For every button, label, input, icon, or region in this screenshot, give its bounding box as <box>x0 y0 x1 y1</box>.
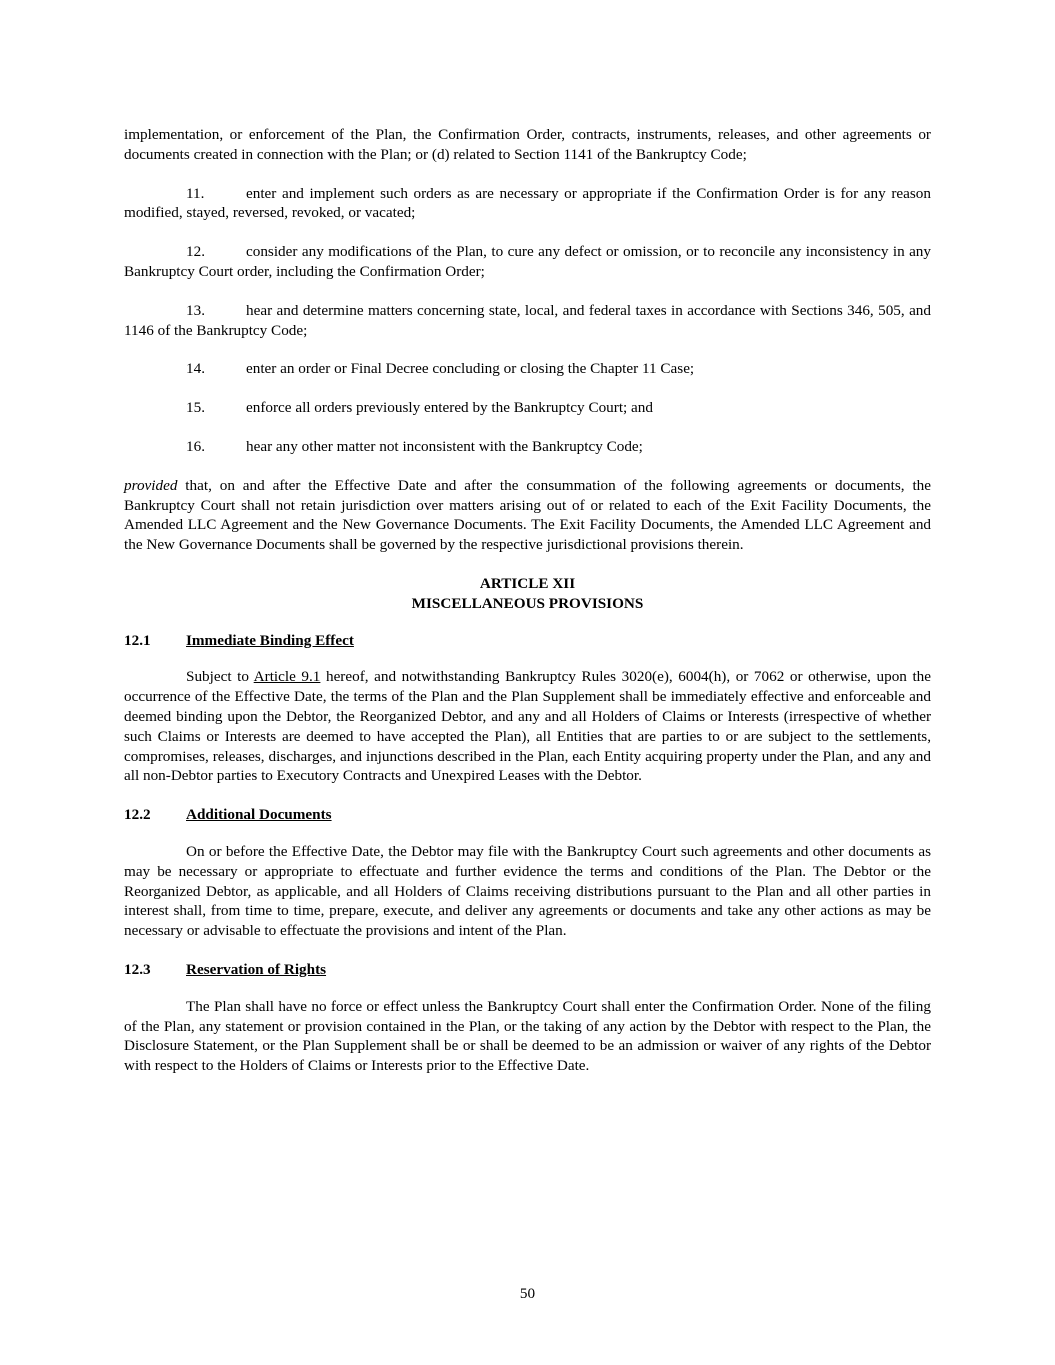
section-heading-12-1 <box>124 631 931 651</box>
section-body-12-3: The Plan shall have no force or effect unless the Bankruptcy Court shall enter the Confirmation Order. None of the filing of the Plan, any statement or provision contained in the Plan, or the taking of any action by the Debtor with respect to the Plan, the Disclosure Statement, or the Plan Supplement shall be or shall be deemed to be an admission or waiver of any rights of the Debtor with respect to the Holders of Claims or Interests prior to the Effective Date. <box>124 997 931 1075</box>
intro-continuation: implementation, or enforcement of the Plan, the Confirmation Order, contracts, instruments, releases, and other agreements or documents created in connection with the Plan; or (d) related to Section 1141 of the Bankruptcy Code; <box>124 126 931 163</box>
section-title: Immediate Binding Effect <box>186 631 354 649</box>
list-item-11 <box>124 184 931 224</box>
item-text: enforce all orders previously entered by the Bankruptcy Court; and <box>246 399 653 417</box>
section-number: 12.2 <box>124 806 151 824</box>
item-number: 16. <box>186 437 205 455</box>
article-title: MISCELLANEOUS PROVISIONS <box>411 594 644 612</box>
list-item-13 <box>124 301 931 341</box>
item-text: consider any modifications of the Plan, to cure any defect or omission, or to reconcile any inconsistency in any Bankruptcy Court order, including the Confirmation Order; <box>124 243 931 280</box>
list-item-16 <box>124 437 931 457</box>
proviso-lead: provided <box>124 476 178 494</box>
section-body-text: hereof, and notwithstanding Bankruptcy Rules 3020(e), 6004(h), or 7062 or otherwise, upon the occurrence of the Effective Date, the terms of the Plan and the Plan Supplement shall be immediately effective and enforceable and deemed binding upon the Debtor, the Reorganized Debtor, and any and all Holders of Claims or Interests (irrespective of whether such Claims or Interests are deemed to have accepted the Plan), all Entities that are parties to or are subject to the settlements, compromises, releases, discharges, and injunctions described in the Plan, each Entity acquiring property under the Plan, and any and all non-Debtor parties to Executory Contracts and Unexpired Leases with the Debtor. <box>124 668 931 785</box>
page-number: 50 <box>519 1285 536 1302</box>
item-number: 13. <box>186 301 205 319</box>
item-text: hear any other matter not inconsistent with the Bankruptcy Code; <box>246 437 643 455</box>
item-number: 14. <box>186 360 205 378</box>
section-title: Additional Documents <box>186 806 332 824</box>
item-text: enter and implement such orders as are necessary or appropriate if the Confirmation Order is for any reason modified, stayed, reversed, revoked, or vacated; <box>124 184 931 222</box>
section-body-12-2: On or before the Effective Date, the Debtor may file with the Bankruptcy Court such agreements and other documents as may be necessary or appropriate to effectuate and further evidence the terms and conditions of the Plan. The Debtor or the Reorganized Debtor, as applicable, and all Holders of Claims receiving distributions pursuant to the Plan and all other parties in interest shall, from time to time, prepare, execute, and deliver any agreements or documents and take any other actions as may be necessary or advisable to effectuate the provisions and intent of the Plan. <box>124 842 931 940</box>
list-item-14 <box>124 359 931 379</box>
list-item-15 <box>124 398 931 418</box>
proviso-text: that, on and after the Effective Date and after the consummation of the following agreements or documents, the Bankruptcy Court shall not retain jurisdiction over matters arising out of or related to each of the Exit Facility Documents, the Amended LLC Agreement and the New Governance Documents. The Exit Facility Documents, the Amended LLC Agreement and the New Governance Documents shall be governed by the respective jurisdictional provisions therein. <box>124 476 931 554</box>
article-heading <box>124 574 931 614</box>
section-number: 12.1 <box>124 631 151 649</box>
item-text: hear and determine matters concerning state, local, and federal taxes in accordance with Sections 346, 505, and 1146 of the Bankruptcy Code; <box>124 301 931 339</box>
section-heading-12-2 <box>124 805 931 825</box>
section-number: 12.3 <box>124 960 151 978</box>
section-heading-12-3 <box>124 960 931 980</box>
article-number: ARTICLE XII <box>479 574 576 592</box>
document-page <box>124 125 931 1095</box>
item-number: 15. <box>186 399 205 417</box>
article-9-1-link[interactable]: Article 9.1 <box>253 668 321 686</box>
item-text: enter an order or Final Decree concluding or closing the Chapter 11 Case; <box>246 360 695 378</box>
item-number: 11. <box>186 184 205 202</box>
list-item-12 <box>124 242 931 282</box>
section-body-pre: Subject to <box>186 668 254 686</box>
item-number: 12. <box>186 243 205 261</box>
section-body-12-1 <box>124 667 931 786</box>
section-title: Reservation of Rights <box>186 960 327 978</box>
proviso-paragraph <box>124 476 931 555</box>
